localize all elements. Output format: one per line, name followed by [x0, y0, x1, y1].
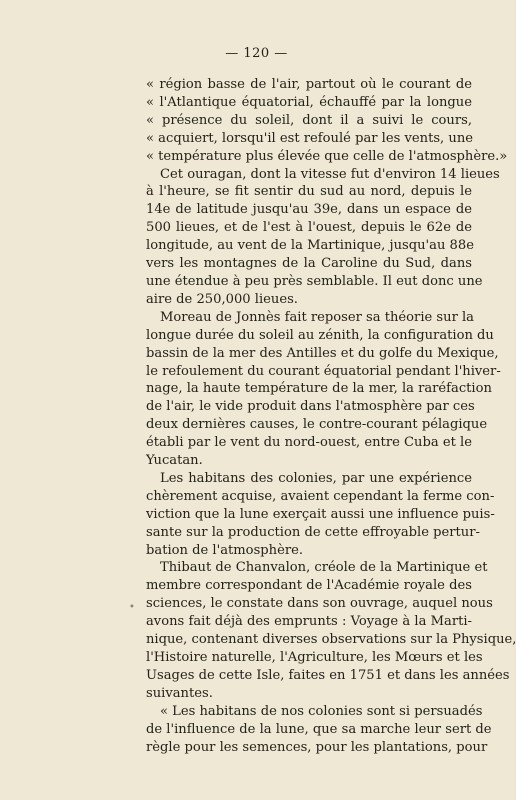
text-line: deux dernières causes, le contre-courant pélagique — [146, 417, 488, 433]
text-line: de l'air, le vide produit dans l'atmosphère par ces — [146, 399, 475, 415]
text-line: « présence du soleil, dont il a suivi le cours, — [146, 112, 472, 128]
text-line: l'Histoire naturelle, l'Agriculture, les Mœurs et les — [146, 650, 483, 665]
text-line: suivantes. — [146, 685, 213, 701]
text-line: établi par le vent du nord-ouest, entre Cuba et le — [146, 435, 472, 451]
text-line: vers les montagnes de la Caroline du Sud, dans — [146, 256, 472, 272]
margin-mark: • — [129, 602, 135, 613]
text-line: bation de l'atmosphère. — [146, 542, 304, 558]
text-line: Yucatan. — [146, 453, 203, 469]
text-line: sante sur la production de cette effroyable pertur- — [146, 524, 480, 540]
text-line: « température plus élevée que celle de l'atmosphère.» — [146, 148, 508, 164]
text-line: avons fait déjà des emprunts : Voyage à la Marti- — [146, 614, 472, 630]
text-line: le refoulement du courant équatorial pendant l'hiver- — [146, 363, 501, 379]
text-line: chèrement acquise, avaient cependant la ferme con- — [146, 488, 495, 504]
text-line: « région basse de l'air, partout où le courant de — [146, 77, 472, 92]
text-line: bassin de la mer des Antilles et du golfe du Mexique, — [146, 345, 499, 361]
text-line: règle pour les semences, pour les plantations, pour — [146, 739, 488, 755]
text-line: membre correspondant de l'Académie royale des — [146, 578, 472, 594]
text-line: Moreau de Jonnès fait reposer sa théorie sur la — [160, 309, 474, 325]
body-text — [146, 76, 516, 756]
text-line: une étendue à peu près semblable. Il eut donc une — [146, 273, 483, 289]
text-line: « l'Atlantique équatorial, échauffé par la longue — [146, 94, 472, 110]
text-line: à l'heure, se fit sentir du sud au nord, depuis le — [146, 184, 472, 200]
text-line: Usages de cette Isle, faites en 1751 et dans les années — [146, 667, 510, 683]
text-line: aire de 250,000 lieues. — [146, 291, 298, 307]
text-line: longue durée du soleil au zénith, la configuration du — [146, 327, 494, 343]
text-line: nage, la haute température de la mer, la raréfaction — [146, 381, 492, 397]
page-number: — 120 — — [225, 46, 288, 61]
text-line: Les habitans des colonies, par une expérience — [160, 470, 472, 486]
text-line: longitude, au vent de la Martinique, jusqu'au 88e — [146, 238, 474, 254]
text-line: nique, contenant diverses observations sur la Physique, — [146, 632, 516, 648]
text-line: 14e de latitude jusqu'au 39e, dans un espace de — [146, 202, 472, 218]
text-line: de l'influence de la lune, que sa marche leur sert de — [146, 721, 492, 737]
text-line: viction que la lune exerçait aussi une influence puis- — [146, 506, 495, 522]
text-line: Cet ouragan, dont la vitesse fut d'environ 14 lieues — [160, 166, 500, 182]
text-line: « Les habitans de nos colonies sont si persuadés — [160, 703, 483, 719]
text-line: sciences, le constate dans son ouvrage, auquel nous — [146, 596, 493, 612]
text-line: Thibaut de Chanvalon, créole de la Martinique et — [160, 560, 488, 576]
text-line: « acquiert, lorsqu'il est refoulé par les vents, une — [146, 130, 473, 146]
text-line: 500 lieues, et de l'est à l'ouest, depuis le 62e de — [146, 220, 472, 236]
